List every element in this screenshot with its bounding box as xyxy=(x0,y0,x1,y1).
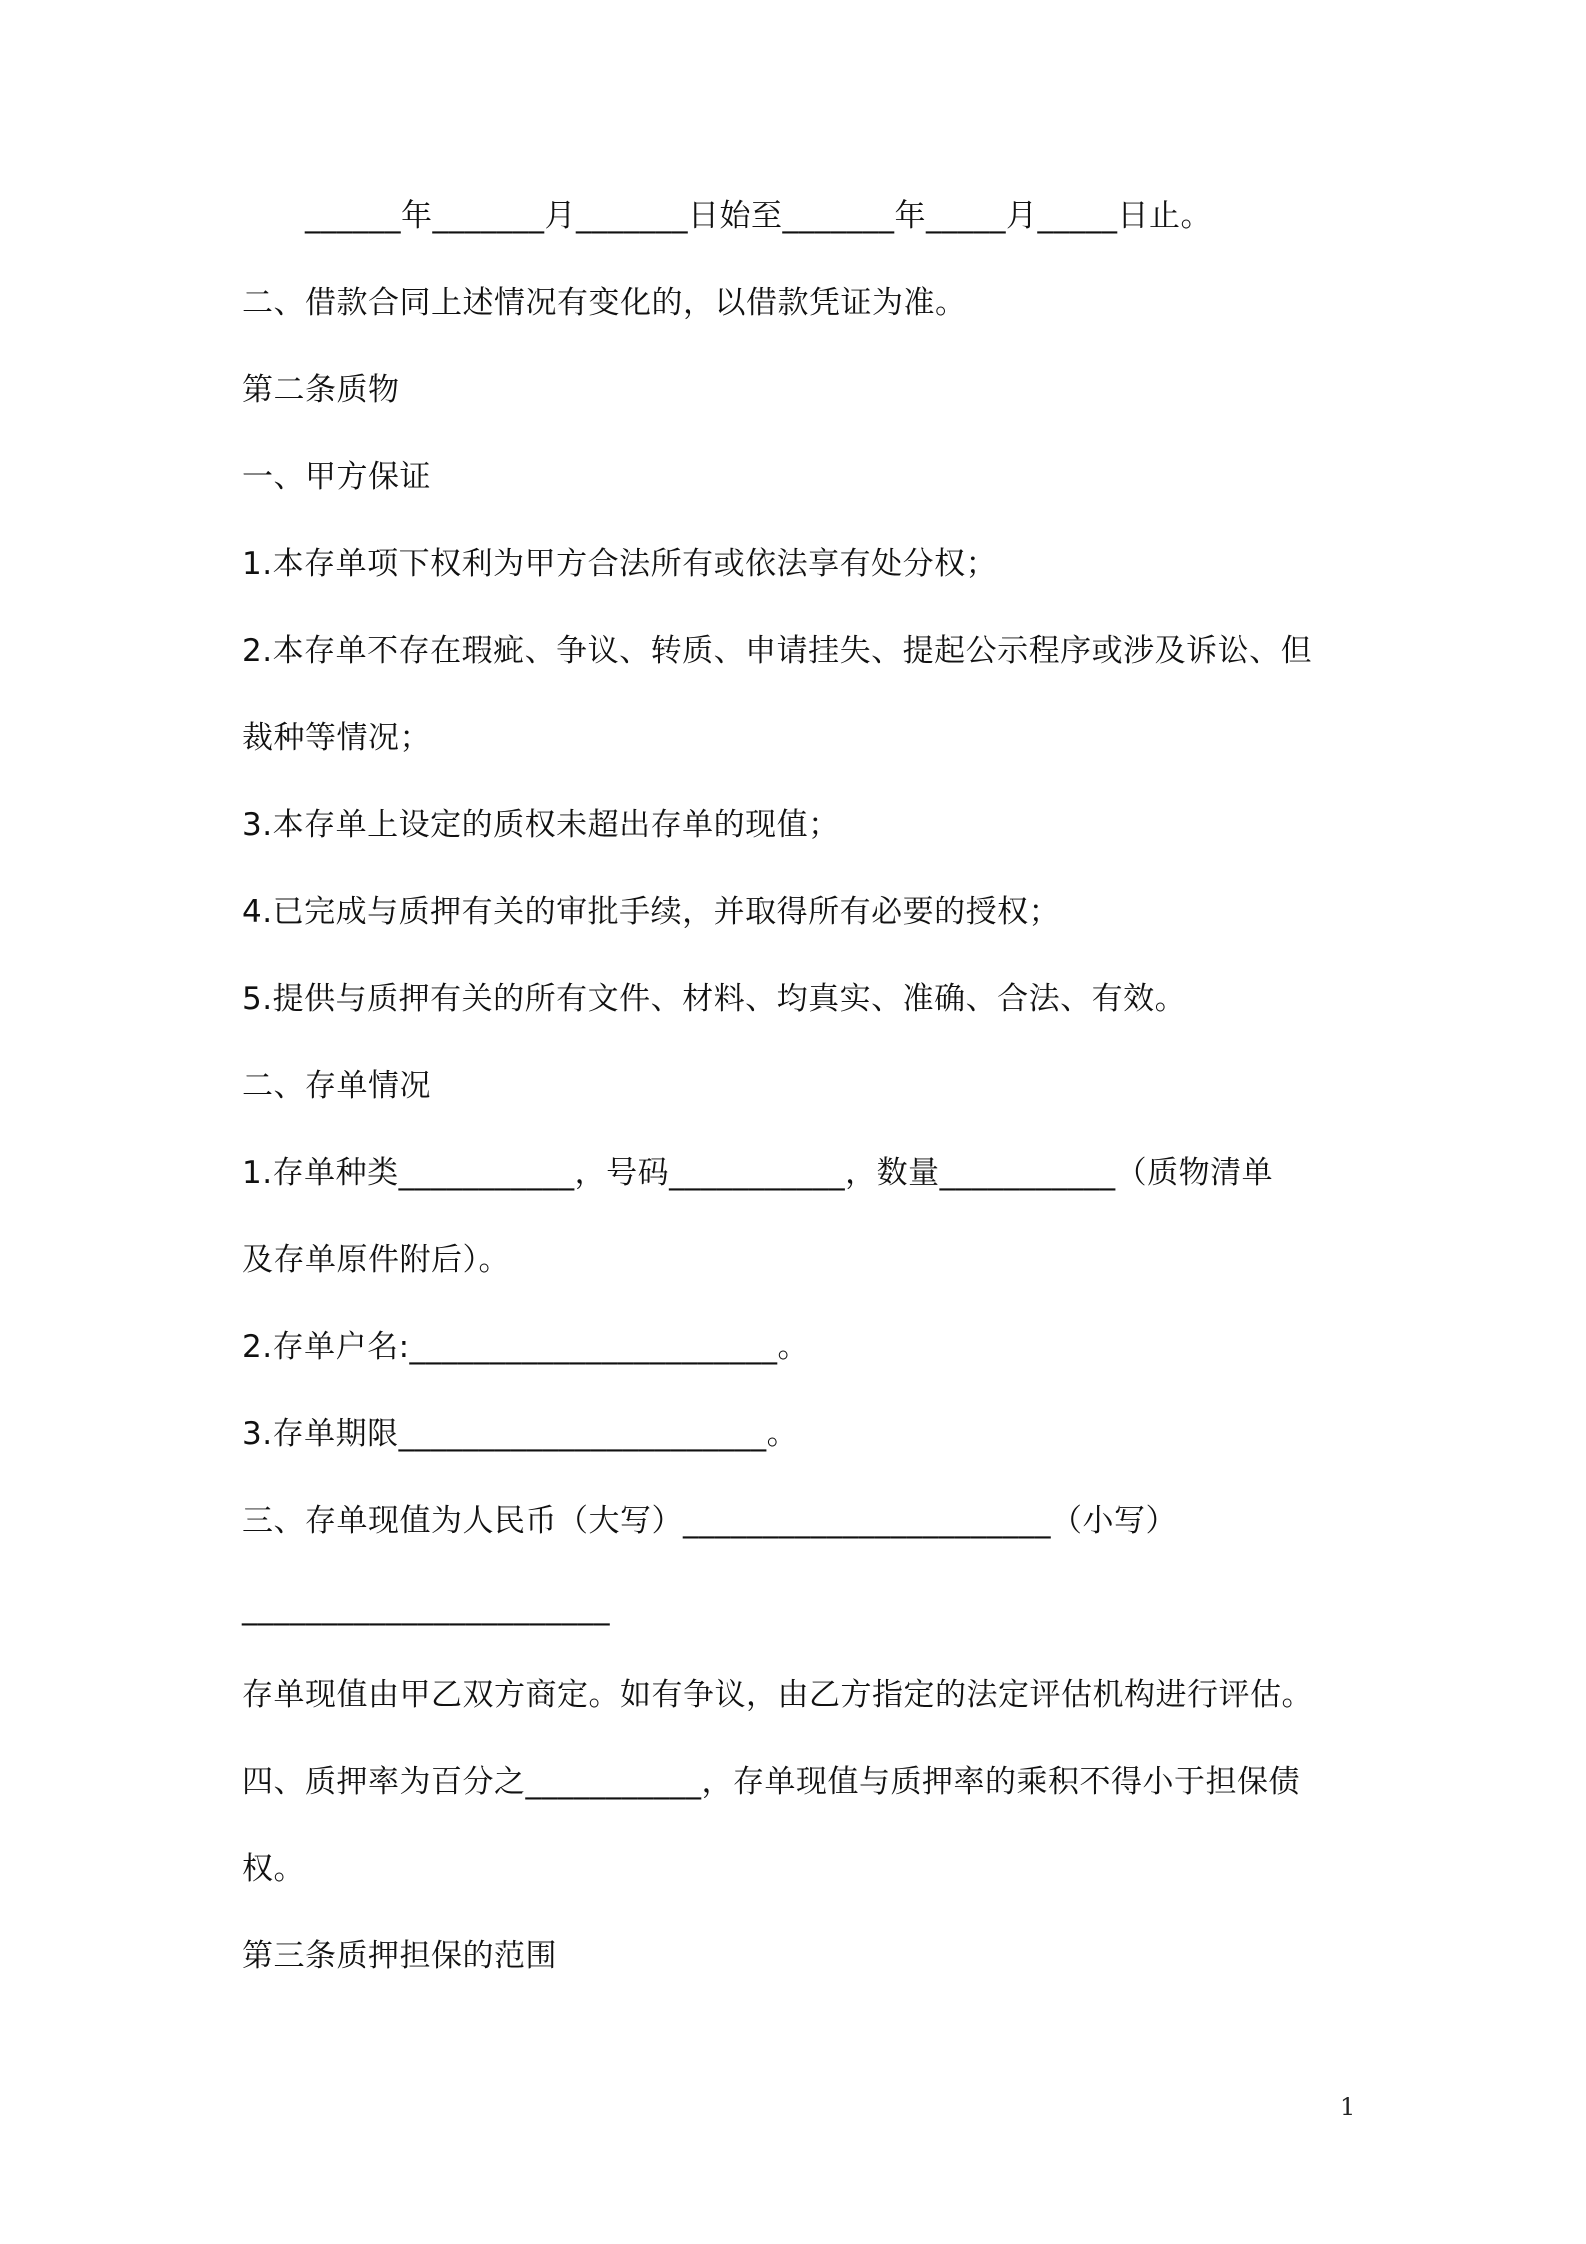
guarantee-item-3: 3.本存单上设定的质权未超出存单的现值； xyxy=(242,807,840,843)
receipt-item-3: 3.存单期限_______________________。 xyxy=(242,1416,799,1452)
loan-contract-change-clause: 二、借款合同上述情况有变化的，以借款凭证为准。 xyxy=(242,285,967,321)
deposit-receipt-heading: 二、存单情况 xyxy=(242,1068,431,1104)
party-a-guarantee-heading: 一、甲方保证 xyxy=(242,459,431,495)
guarantee-item-2: 2.本存单不存在瑕疵、争议、转质、申请挂失、提起公示程序或涉及诉讼、但 xyxy=(242,633,1313,669)
present-value-clause: 三、存单现值为人民币（大写）_______________________（小写） xyxy=(242,1503,1177,1539)
guarantee-item-2-continued: 裁种等情况； xyxy=(242,720,431,756)
pledge-rate-clause: 四、质押率为百分之___________，存单现值与质押率的乘积不得小于担保债 xyxy=(242,1764,1300,1800)
page-number: 1 xyxy=(1340,2093,1356,2121)
date-range-line: ______年_______月_______日始至_______年_____月_____日止。 xyxy=(305,198,1212,234)
guarantee-item-4: 4.已完成与质押有关的审批手续，并取得所有必要的授权； xyxy=(242,894,1061,930)
article-three-heading: 第三条质押担保的范围 xyxy=(242,1938,557,1974)
guarantee-item-5: 5.提供与质押有关的所有文件、材料、均真实、准确、合法、有效。 xyxy=(242,981,1187,1017)
pledge-rate-clause-continued: 权。 xyxy=(242,1851,305,1887)
receipt-item-2: 2.存单户名:_______________________。 xyxy=(242,1329,810,1365)
valuation-clause: 存单现值由甲乙双方商定。如有争议，由乙方指定的法定评估机构进行评估。 xyxy=(242,1677,1313,1713)
guarantee-item-1: 1.本存单项下权利为甲方合法所有或依法享有处分权； xyxy=(242,546,998,582)
present-value-blank: _______________________ xyxy=(242,1590,610,1626)
receipt-item-1: 1.存单种类___________，号码___________，数量___________（质物清单 xyxy=(242,1155,1274,1191)
receipt-item-1-continued: 及存单原件附后）。 xyxy=(242,1242,510,1278)
article-two-heading: 第二条质物 xyxy=(242,372,400,408)
